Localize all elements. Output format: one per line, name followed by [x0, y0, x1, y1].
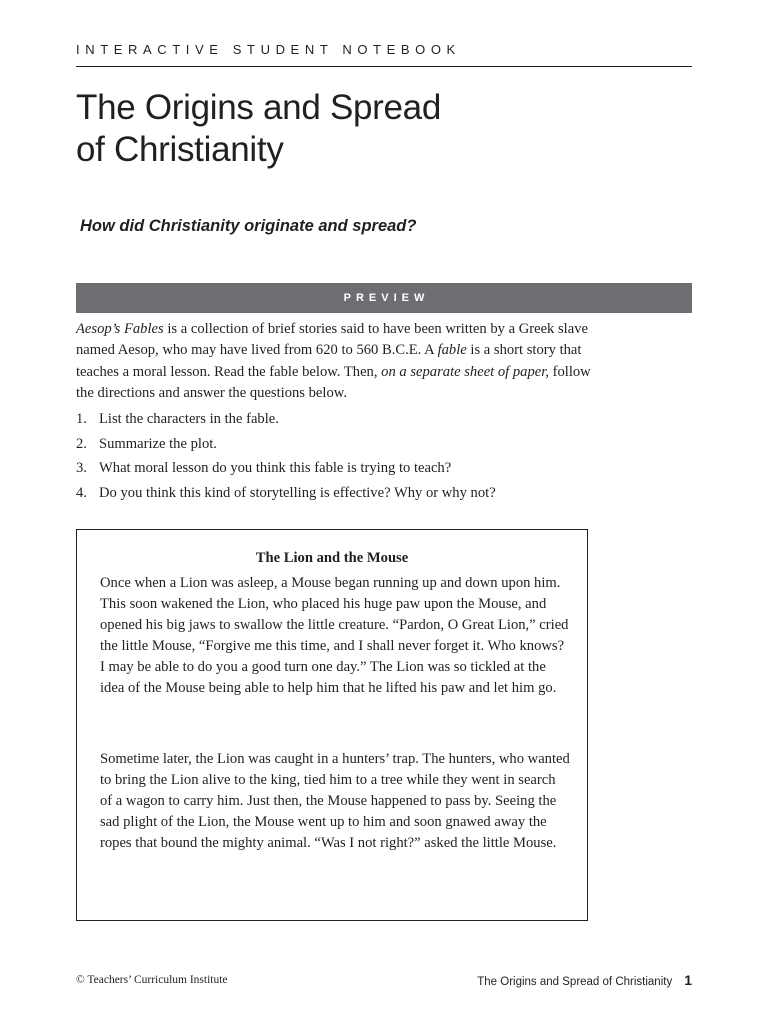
fable-paragraph-1: Once when a Lion was asleep, a Mouse began running up and down upon him. This soon wakened the Lion, who placed his huge paw upon the Mouse, and opened his big jaws to swallow the little creature. “Pardon, O Great Lion,” cried the little Mouse, “Forgive me this time, and I shall never forget it. Who knows? I may be able to do you a good turn one day.” The Lion was so tickled at the idea of the Mouse being able to help him that he lifted his paw and let him go.: [100, 575, 569, 696]
list-item-text: What moral lesson do you think this fable is trying to teach?: [99, 460, 452, 476]
list-item-text: Summarize the plot.: [99, 435, 217, 452]
list-item: [76, 432, 596, 457]
list-item-number: 4.: [76, 484, 87, 501]
list-item: [76, 407, 596, 432]
page-number: 1: [684, 972, 692, 988]
notebook-header-label: INTERACTIVE STUDENT NOTEBOOK: [76, 42, 461, 57]
fable-paragraph-2: Sometime later, the Lion was caught in a hunters’ trap. The hunters, who wanted to bring the Lion alive to the king, tied him to a tree while they went in search of a wagon to carry him. Just then, the Mouse happened to pass by. Seeing the sad plight of the Lion, the Mouse went up to him and soon gnawed away the ropes that bound the mighty animal. “Was I not right?” asked the little Mouse.: [100, 751, 570, 851]
page-title-line-2: of Christianity: [76, 130, 284, 169]
book-title: Aesop’s Fables: [76, 321, 164, 337]
list-item: [76, 481, 596, 506]
list-item: [76, 456, 596, 481]
essential-question: How did Christianity originate and spread?: [80, 217, 417, 235]
page-title: [76, 87, 441, 171]
list-item-number: 3.: [76, 460, 87, 476]
intro-text-3: follow the directions and answer the questions below.: [76, 363, 591, 401]
fable-title: The Lion and the Mouse: [255, 550, 409, 566]
footer-chapter-info: [477, 972, 692, 988]
intro-text-2: is a short story that teaches a moral lesson. Read the fable below. Then,: [76, 342, 582, 380]
intro-emphasis: on a separate sheet of paper,: [381, 363, 549, 380]
preview-section-bar: [76, 283, 692, 313]
footer-chapter-title: The Origins and Spread of Christianity: [477, 976, 673, 988]
page-title-line-1: The Origins and Spread: [76, 88, 442, 127]
list-item-number: 1.: [76, 411, 87, 427]
directions-list: [76, 407, 596, 505]
header-divider: [76, 66, 692, 67]
intro-text-1: is a collection of brief stories said to have been written by a Greek slave named Aesop, who may have lived from 620 to 560 B.C.E. A: [76, 321, 588, 359]
fable-term: fable: [437, 342, 467, 359]
preview-intro-paragraph: [76, 319, 596, 404]
list-item-number: 2.: [76, 435, 87, 452]
preview-section-label: PREVIEW: [343, 292, 430, 304]
footer-copyright: © Teachers’ Curriculum Institute: [76, 974, 228, 986]
list-item-text: List the characters in the fable.: [99, 411, 279, 427]
list-item-text: Do you think this kind of storytelling is effective? Why or why not?: [99, 484, 496, 501]
fable-box: [76, 529, 588, 921]
